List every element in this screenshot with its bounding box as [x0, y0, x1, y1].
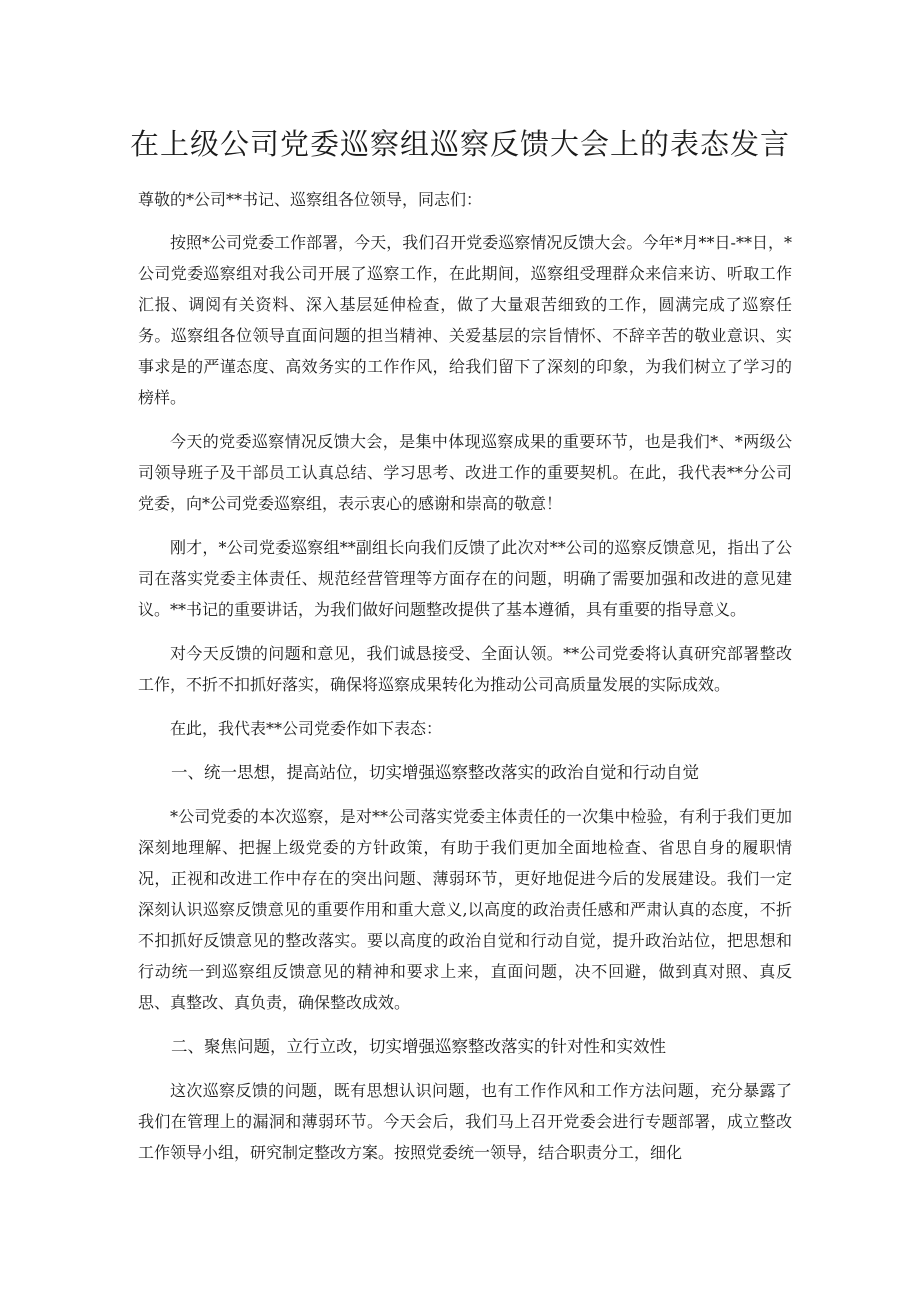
paragraph-intro: 按照*公司党委工作部署，今天，我们召开党委巡察情况反馈大会。今年*月**日-**日，*公司党委巡察组对我公司开展了巡察工作，在此期间，巡察组受理群众来信来访、听取工作汇报、调阅有关资料、深入基层延伸检查，做了大量艰苦细致的工作，圆满完成了巡察任务。巡察组各位领导直面问题的担当精神、关爱基层的宗旨情怀、不辞辛苦的敬业意识、实事求是的严谨态度、高效务实的工作作风，给我们留下了深刻的印象，为我们树立了学习的榜样。	[138, 233, 792, 407]
paragraph-thanks: 今天的党委巡察情况反馈大会，是集中体现巡察成果的重要环节，也是我们*、*两级公司领导班子及干部员工认真总结、学习思考、改进工作的重要契机。在此，我代表**分公司党委，向*公司党委巡察组，表示衷心的感谢和崇高的敬意！	[138, 432, 792, 513]
section-2-body: 这次巡察反馈的问题，既有思想认识问题，也有工作作风和工作方法问题，充分暴露了我们在管理上的漏洞和薄弱环节。今天会后，我们马上召开党委会进行专题部署，成立整改工作领导小组，研究制定整改方案。按照党委统一领导，结合职责分工，细化	[138, 1081, 792, 1162]
section-2-heading: 二、聚焦问题，立行立改，切实增强巡察整改落实的针对性和实效性	[171, 1037, 666, 1056]
paragraph-acceptance: 对今天反馈的问题和意见，我们诚恳接受、全面认领。**公司党委将认真研究部署整改工作，不折不扣抓好落实，确保将巡察成果转化为推动公司高质量发展的实际成效。	[138, 644, 792, 694]
paragraph-statement-lead: 在此，我代表**公司党委作如下表态：	[170, 719, 443, 738]
section-1-heading: 一、统一思想，提高站位，切实增强巡察整改落实的政治自觉和行动自觉	[171, 763, 699, 782]
document-body	[138, 184, 792, 1181]
salutation: 尊敬的*公司**书记、巡察组各位领导，同志们：	[138, 190, 483, 209]
paragraph-feedback: 刚才，*公司党委巡察组**副组长向我们反馈了此次对**公司的巡察反馈意见，指出了公司在落实党委主体责任、规范经营管理等方面存在的问题，明确了需要加强和改进的意见建议。**书记的重要讲话，为我们做好问题整改提供了基本遵循，具有重要的指导意义。	[138, 538, 792, 619]
section-1-body: *公司党委的本次巡察，是对**公司落实党委主体责任的一次集中检验，有利于我们更加深刻地理解、把握上级党委的方针政策，有助于我们更加全面地检查、省思自身的履职情况，正视和改进工作中存在的突出问题、薄弱环节，更好地促进今后的发展建设。我们一定深刻认识巡察反馈意见的重要作用和重大意义,以高度的政治责任感和严肃认真的态度，不折不扣抓好反馈意见的整改落实。要以高度的政治自觉和行动自觉，提升政治站位，把思想和行动统一到巡察组反馈意见的精神和要求上来，直面问题，决不回避，做到真对照、真反思、真整改、真负责，确保整改成效。	[138, 807, 792, 1012]
document-title: 在上级公司党委巡察组巡察反馈大会上的表态发言	[129, 127, 790, 161]
